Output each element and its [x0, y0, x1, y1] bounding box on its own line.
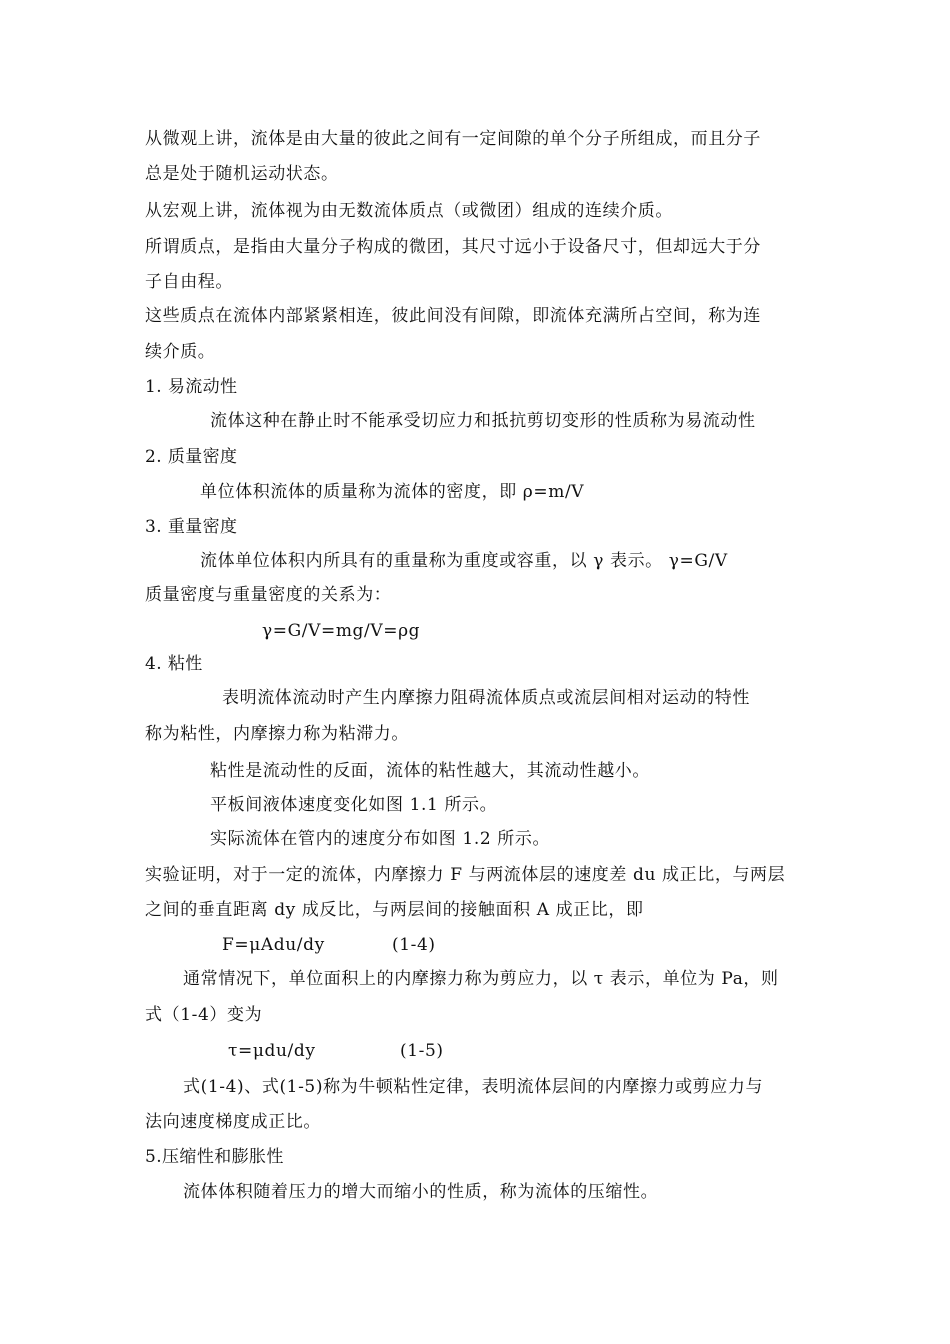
text-line: 总是处于随机运动状态。: [145, 164, 339, 184]
text-line: 式(1-4)、式(1-5)称为牛顿粘性定律，表明流体层间的内摩擦力或剪应力与: [183, 1077, 764, 1097]
text-line: 从宏观上讲，流体视为由无数流体质点（或微团）组成的连续介质。: [145, 201, 673, 221]
text-line: 式（1-4）变为: [145, 1005, 263, 1025]
formula: F=μAdu/dy: [222, 935, 325, 955]
text-line: 平板间液体速度变化如图 1.1 所示。: [210, 795, 498, 815]
text-line: 从微观上讲，流体是由大量的彼此之间有一定间隙的单个分子所组成，而且分子: [145, 129, 761, 149]
section-heading: 4. 粘性: [145, 654, 203, 674]
text-line: 子自由程。: [145, 272, 233, 292]
formula: γ=G/V=mg/V=ρg: [262, 621, 421, 641]
section-heading: 2. 质量密度: [145, 447, 238, 467]
text-line: 粘性是流动性的反面，流体的粘性越大，其流动性越小。: [210, 761, 650, 781]
text-line: 称为粘性，内摩擦力称为粘滞力。: [145, 724, 409, 744]
text-line: 流体这种在静止时不能承受切应力和抵抗剪切变形的性质称为易流动性: [210, 411, 756, 431]
text-line: 实验证明，对于一定的流体，内摩擦力 F 与两流体层的速度差 du 成正比，与两层: [145, 865, 786, 885]
text-line: 质量密度与重量密度的关系为：: [145, 585, 392, 605]
text-line: 所谓质点，是指由大量分子构成的微团，其尺寸远小于设备尺寸，但却远大于分: [145, 237, 761, 257]
equation-number: (1-4): [392, 935, 436, 955]
section-heading: 1. 易流动性: [145, 377, 238, 397]
section-heading: 3. 重量密度: [145, 517, 238, 537]
text-line: 之间的垂直距离 dy 成反比，与两层间的接触面积 A 成正比，即: [145, 900, 644, 920]
text-line: 这些质点在流体内部紧紧相连，彼此间没有间隙，即流体充满所占空间，称为连: [145, 306, 761, 326]
equation-number: (1-5): [400, 1041, 444, 1061]
text-line: 单位体积流体的质量称为流体的密度，即 ρ=m/V: [200, 482, 585, 502]
text-line: 实际流体在管内的速度分布如图 1.2 所示。: [210, 829, 551, 849]
text-line: 续介质。: [145, 342, 216, 362]
text-line: 流体单位体积内所具有的重量称为重度或容重，以 γ 表示。 γ=G/V: [200, 551, 728, 571]
text-line: 通常情况下，单位面积上的内摩擦力称为剪应力，以 τ 表示，单位为 Pa，则: [183, 969, 779, 989]
text-line: 法向速度梯度成正比。: [145, 1112, 321, 1132]
text-line: 表明流体流动时产生内摩擦力阻碍流体质点或流层间相对运动的特性: [222, 688, 750, 708]
formula: τ=μdu/dy: [228, 1041, 316, 1061]
section-heading: 5.压缩性和膨胀性: [145, 1147, 284, 1167]
text-line: 流体体积随着压力的增大而缩小的性质，称为流体的压缩性。: [183, 1182, 659, 1202]
